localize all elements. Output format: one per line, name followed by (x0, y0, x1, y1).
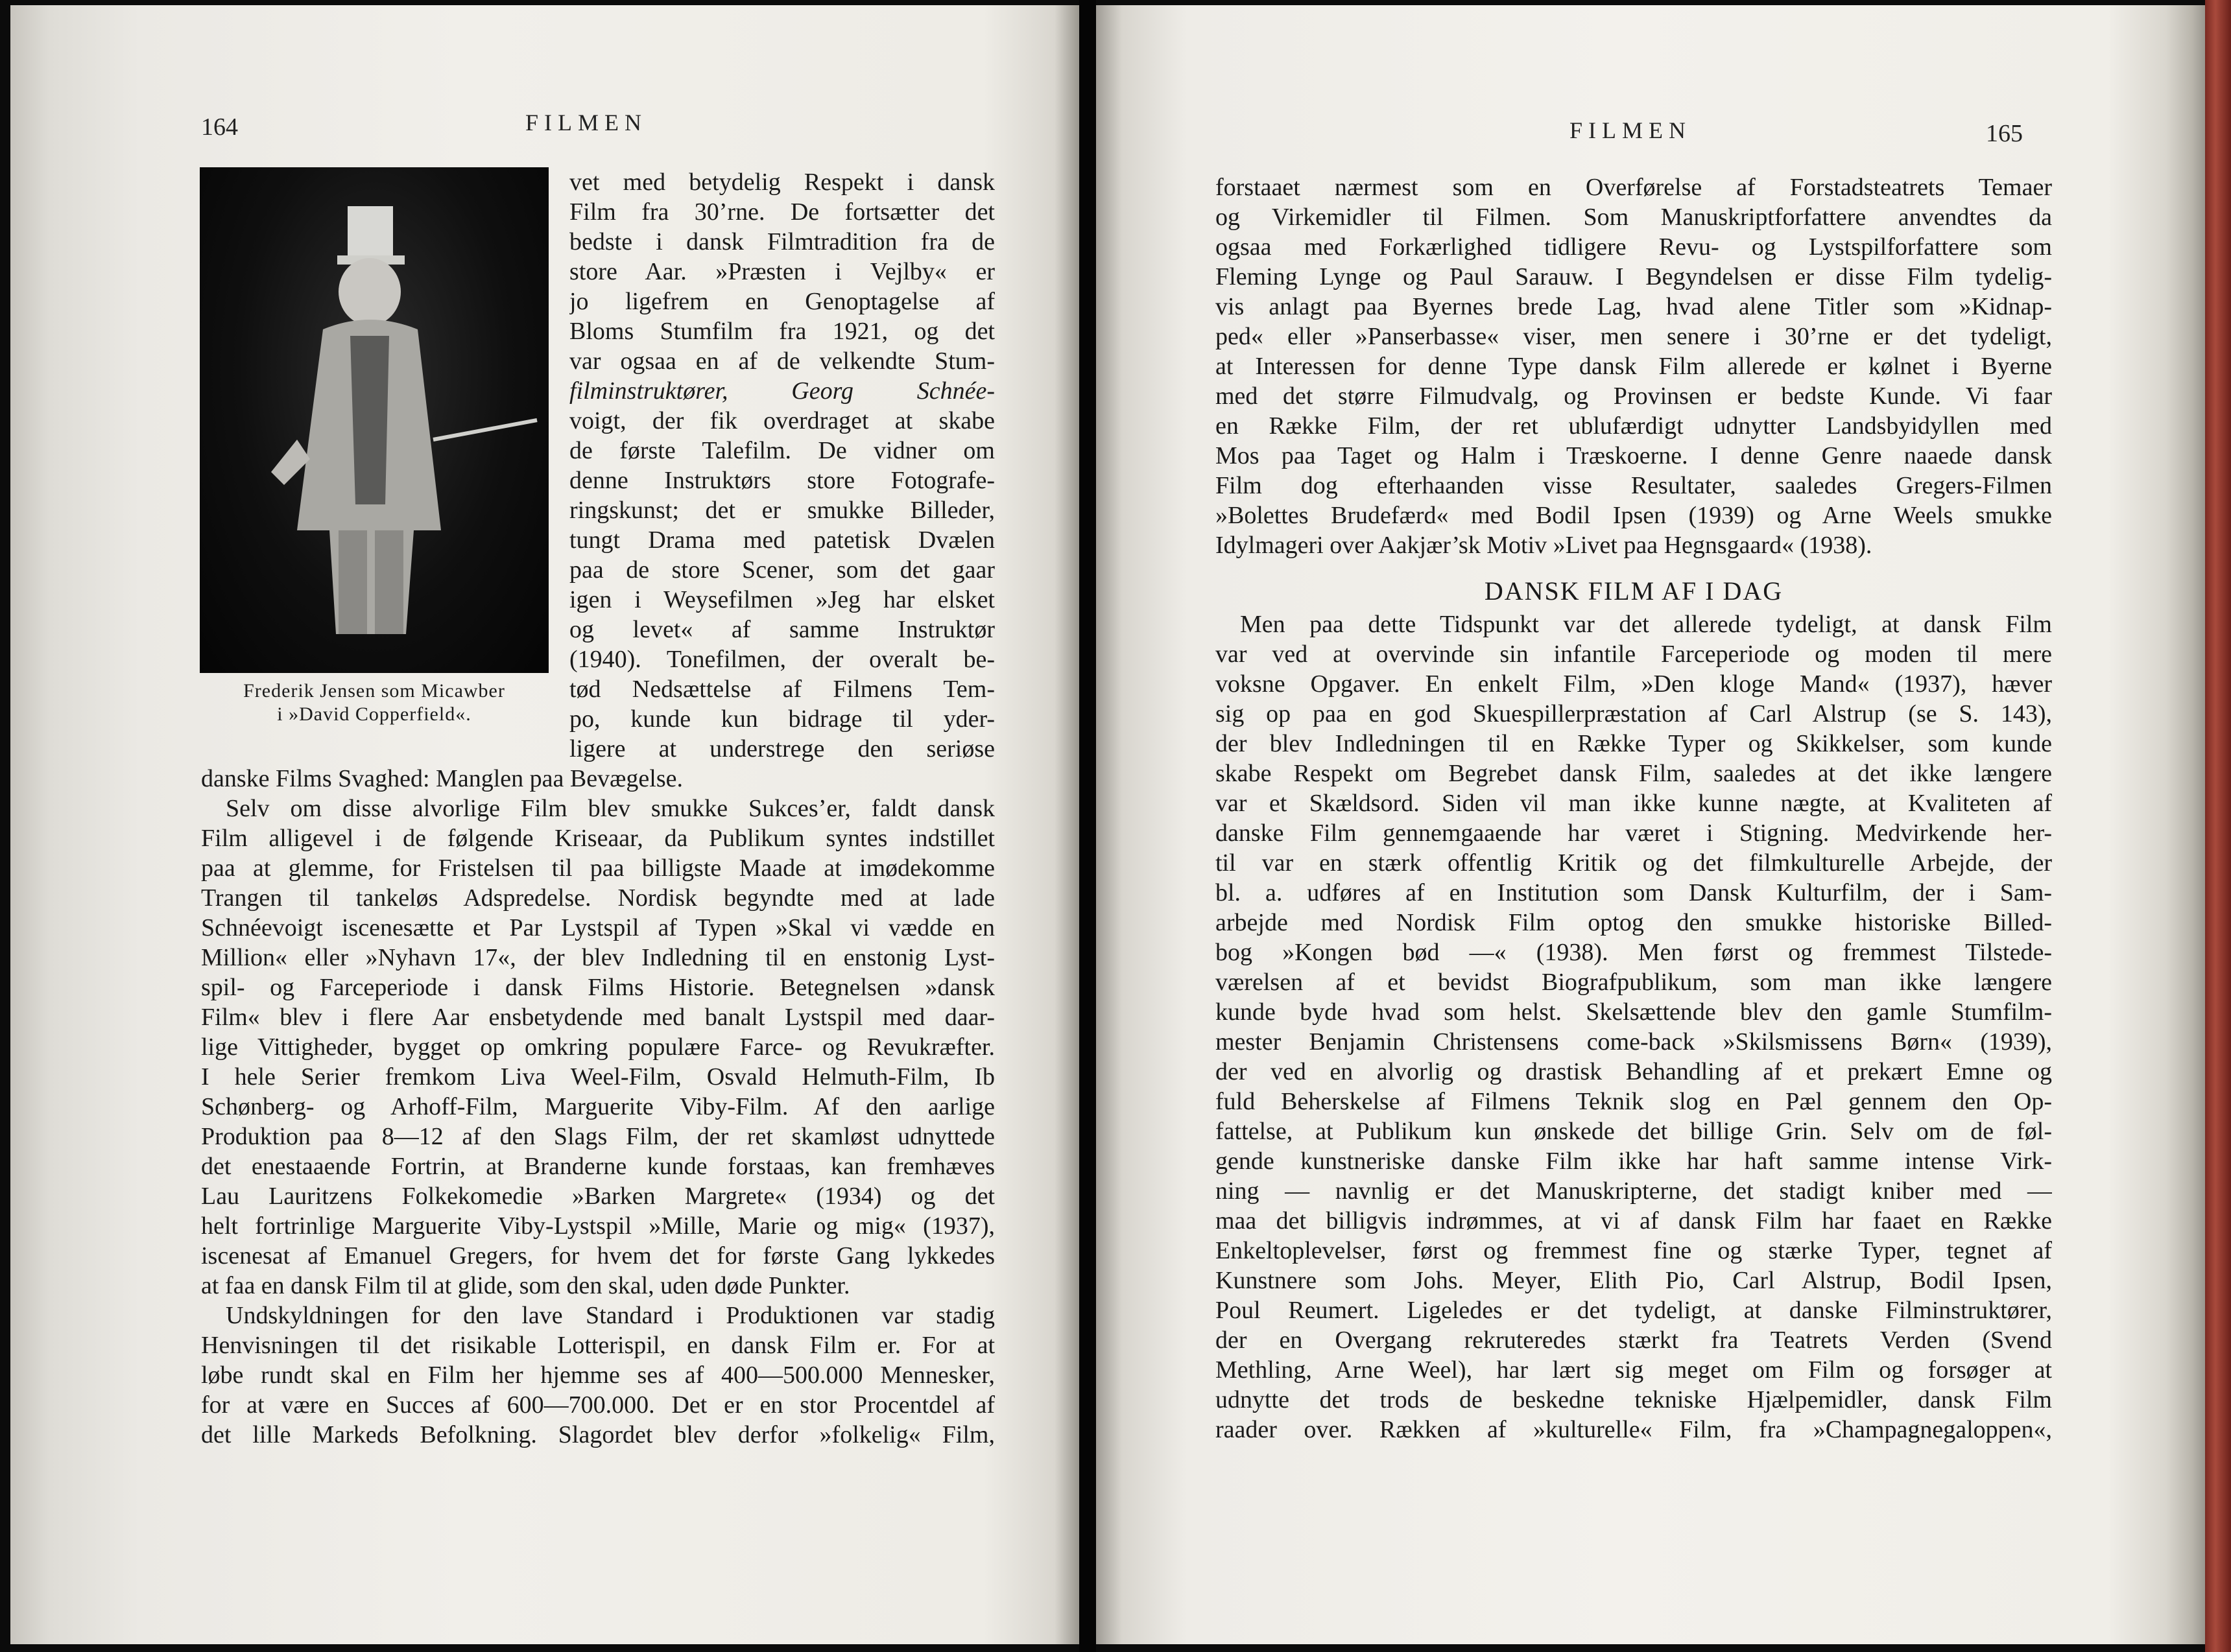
text-line: ning — navnlig er det Manuskripterne, det stadigt kniber med — (1215, 1177, 2052, 1205)
left-page (10, 5, 1079, 1644)
text-line: helt fortrinlige Marguerite Viby-Lystspil »Mille, Marie og mig« (1937), (201, 1212, 995, 1240)
text-line: var ved at overvinde sin infantile Farceperiode og moden til mere (1215, 641, 2052, 668)
text-line: Idylmageri over Aakjær’sk Motiv »Livet paa Hegnsgaard« (1938). (1215, 532, 1872, 559)
running-head: FILMEN (525, 110, 647, 136)
text-line: der ved en alvorlig og drastisk Behandling af et prekært Emne og (1215, 1058, 2052, 1085)
text-line: til var en stærk offentlig Kritik og det filmkulturelle Arbejde, der (1215, 849, 2052, 877)
paragraph-2 (1215, 609, 2052, 1445)
text-line: filminstruktører, Georg Schnée- (569, 377, 995, 405)
running-head: FILMEN (1569, 117, 1691, 143)
text-line: for at være en Succes af 600—700.000. Det er en stor Procentdel af (201, 1391, 995, 1419)
text-line: Bloms Stumfilm fra 1921, og det (569, 318, 995, 345)
text-line: kunde byde hvad som helst. Skelsættende blev den gamle Stumfilm- (1215, 998, 2052, 1026)
text-line: udnytte det trods de beskedne tekniske Hjælpemidler, dansk Film (1215, 1386, 2052, 1413)
text-line: Poul Reumert. Ligeledes er det tydeligt, at danske Filminstruktører, (1215, 1297, 2052, 1324)
text-line: Kunstnere som Johs. Meyer, Elith Pio, Carl Alstrup, Bodil Ipsen, (1215, 1267, 2052, 1294)
text-line: lige Vittigheder, bygget op omkring populære Farce- og Revukræfter. (201, 1033, 995, 1061)
text-line: paa at glemme, for Fristelsen til paa billigste Maade at imødekomme (201, 855, 995, 882)
text-line: sig op paa en god Skuespillerpræstation af Carl Alstrup (se S. 143), (1215, 700, 2052, 727)
caption-line: i »David Copperfield«. (277, 703, 471, 725)
text-line: Lau Lauritzens Folkekomedie »Barken Margrete« (1934) og det (201, 1183, 995, 1210)
text-line: arbejde med Nordisk Film optog den smukke historiske Billed- (1215, 909, 2052, 936)
text-line: voigt, der fik overdraget at skabe (569, 407, 995, 434)
text-line: Henvisningen til det risikable Lotterispil, en dansk Film er. For at (201, 1332, 995, 1359)
book-edge (2205, 0, 2231, 1652)
text-line: Methling, Arne Weel), har lært sig meget om Film og forsøger at (1215, 1356, 2052, 1384)
text-line: med det større Filmudvalg, og Provinsen er bedste Kunde. Vi faar (1215, 383, 2052, 410)
text-line: fuld Beherskelse af Filmens Teknik slog en Pæl gennem den Op- (1215, 1088, 2052, 1115)
text-line: Produktion paa 8—12 af den Slags Film, der ret skamløst udnyttede (201, 1123, 995, 1150)
body-text (201, 764, 995, 1450)
right-page (1096, 5, 2205, 1644)
text-line: Schnéevoigt iscenesætte et Par Lystspil af Typen »Skal vi vædde en (201, 914, 995, 941)
text-line: danske Film gennemgaaende har været i Stigning. Medvirkende her- (1215, 820, 2052, 847)
text-line: værelsen af et bevidst Biografpublikum, som man ikke længere (1215, 969, 2052, 996)
text-line: var ogsaa en af de velkendte Stum- (569, 348, 995, 375)
text-line: ringskunst; det er smukke Billeder, (569, 497, 995, 524)
text-line: ligere at understrege den seriøse (569, 735, 995, 762)
text-line: vis anlagt paa Byernes brede Lag, hvad alene Titler som »Kidnap- (1215, 293, 2052, 320)
text-line: Film« blev i flere Aar ensbetydende med banalt Lystspil med daar- (201, 1004, 995, 1031)
text-line: Film fra 30’rne. De fortsætter det (569, 198, 995, 226)
paragraph-1 (1215, 172, 2052, 560)
text-line: fattelse, at Publikum kun ønskede det billige Grin. Selv om de føl- (1215, 1118, 2052, 1145)
text-line: raader over. Rækken af »kulturelle« Film, fra »Champagnegaloppen«, (1215, 1416, 2052, 1443)
column-text (569, 167, 995, 764)
text-line: (1940). Tonefilmen, der overalt be- (569, 646, 995, 673)
text-line: forstaaet nærmest som en Overførelse af Forstadsteatrets Temaer (1215, 174, 2052, 201)
text-line: Film dog efterhaanden visse Resultater, saaledes Gregers-Filmen (1215, 472, 2052, 499)
text-line: maa det billigvis indrømmes, at vi af dansk Film har faaet en Række (1215, 1207, 2052, 1234)
text-line: løbe rundt skal en Film her hjemme ses af 400—500.000 Mennesker, (201, 1362, 995, 1389)
text-line: tungt Drama med patetisk Dvælen (569, 526, 995, 554)
text-line: Fleming Lynge og Paul Sarauw. I Begyndelsen er disse Film tydelig- (1215, 263, 2052, 290)
text-line: der en Overgang rekruteredes stærkt fra Teatrets Verden (Svend (1215, 1327, 2052, 1354)
frederik-jensen-figure (200, 167, 549, 673)
text-line: de første Talefilm. De vidner om (569, 437, 995, 464)
portrait-photo (200, 167, 549, 673)
text-line: iscenesat af Emanuel Gregers, for hvem det for første Gang lykkedes (201, 1242, 995, 1269)
text-line: Men paa dette Tidspunkt var det allerede tydeligt, at dansk Film (1240, 611, 2052, 638)
text-line: »Bolettes Brudefærd« med Bodil Ipsen (1939) og Arne Weels smukke (1215, 502, 2052, 529)
text-line: Mos paa Taget og Halm i Træskoerne. I denne Genre naaede dansk (1215, 442, 2052, 469)
text-line: jo ligefrem en Genoptagelse af (569, 288, 995, 315)
text-line: Enkeltoplevelser, først og fremmest fine og stærke Typer, tegnet af (1215, 1237, 2052, 1264)
text-line: at faa en dansk Film til at glide, som den skal, uden døde Punkter. (201, 1272, 850, 1299)
text-line: det enestaaende Fortrin, at Branderne kunde forstaas, kan fremhæves (201, 1153, 995, 1180)
text-line: Undskyldningen for den lave Standard i Produktionen var stadig (226, 1302, 995, 1329)
text-line: tød Nedsættelse af Filmens Tem- (569, 676, 995, 703)
text-line: po, kunde kun bidrage til yder- (569, 705, 995, 733)
text-line: ped« eller »Panserbasse« viser, men senere i 30’rne er det tydeligt, (1215, 323, 2052, 350)
section-heading: DANSK FILM AF I DAG (1484, 576, 1784, 606)
text-line: ogsaa med Forkærlighed tidligere Revu- og Lystspilforfattere som (1215, 233, 2052, 261)
text-line: mester Benjamin Christensens come-back »Skilsmissens Børn« (1939), (1215, 1028, 2052, 1056)
text-line: vet med betydelig Respekt i dansk (569, 169, 995, 196)
text-line: I hele Serier fremkom Liva Weel-Film, Osvald Helmuth-Film, Ib (201, 1063, 995, 1091)
book-spine (1079, 0, 1096, 1652)
text-line: var et Skældsord. Siden vil man ikke kunne nægte, at Kvaliteten af (1215, 790, 2052, 817)
text-line: denne Instruktørs store Fotografe- (569, 467, 995, 494)
page-number: 165 (1986, 120, 2023, 147)
text-line: spil- og Farceperiode i dansk Films Historie. Betegnelsen »dansk (201, 974, 995, 1001)
text-line: paa de store Scener, som det gaar (569, 556, 995, 584)
text-line: danske Films Svaghed: Manglen paa Bevægelse. (201, 765, 683, 792)
text-line: store Aar. »Præsten i Vejlby« er (569, 258, 995, 285)
text-line: skabe Respekt om Begrebet dansk Film, saaledes at det ikke længere (1215, 760, 2052, 787)
text-line: Selv om disse alvorlige Film blev smukke Sukces’er, faldt dansk (226, 795, 995, 822)
text-line: og levet« af samme Instruktør (569, 616, 995, 643)
text-line: der blev Indledningen til en Række Typer og Skikkelser, som kunde (1215, 730, 2052, 757)
text-line: og Virkemidler til Filmen. Som Manuskriptforfattere anvendtes da (1215, 204, 2052, 231)
text-line: Million« eller »Nyhavn 17«, der blev Indledning til en enstonig Lyst- (201, 944, 995, 971)
text-line: bedste i dansk Filmtradition fra de (569, 228, 995, 255)
text-line: voksne Opgaver. En enkelt Film, »Den kloge Mand« (1937), hæver (1215, 670, 2052, 698)
text-line: det lille Markeds Befolkning. Slagordet blev derfor »folkelig« Film, (201, 1421, 995, 1448)
text-line: gende kunstneriske danske Film ikke har haft samme intense Virk- (1215, 1148, 2052, 1175)
text-line: at Interessen for denne Type dansk Film allerede er kølnet i Byerne (1215, 353, 2052, 380)
text-line: bl. a. udføres af en Institution som Dansk Kulturfilm, der i Sam- (1215, 879, 2052, 906)
photo-caption (200, 679, 549, 726)
text-line: Film alligevel i de følgende Kriseaar, da Publikum syntes indstillet (201, 825, 995, 852)
caption-line: Frederik Jensen som Micawber (243, 680, 505, 702)
page-number: 164 (201, 113, 238, 141)
text-line: en Række Film, der ret ublufærdigt udnytter Landsbyidyllen med (1215, 412, 2052, 440)
text-line: igen i Weysefilmen »Jeg har elsket (569, 586, 995, 613)
text-line: bog »Kongen bød —« (1938). Men først og fremmest Tilstede- (1215, 939, 2052, 966)
text-line: Trangen til tankeløs Adspredelse. Nordisk begyndte med at lade (201, 884, 995, 912)
text-line: Schønberg- og Arhoff-Film, Marguerite Viby-Film. Af den aarlige (201, 1093, 995, 1120)
